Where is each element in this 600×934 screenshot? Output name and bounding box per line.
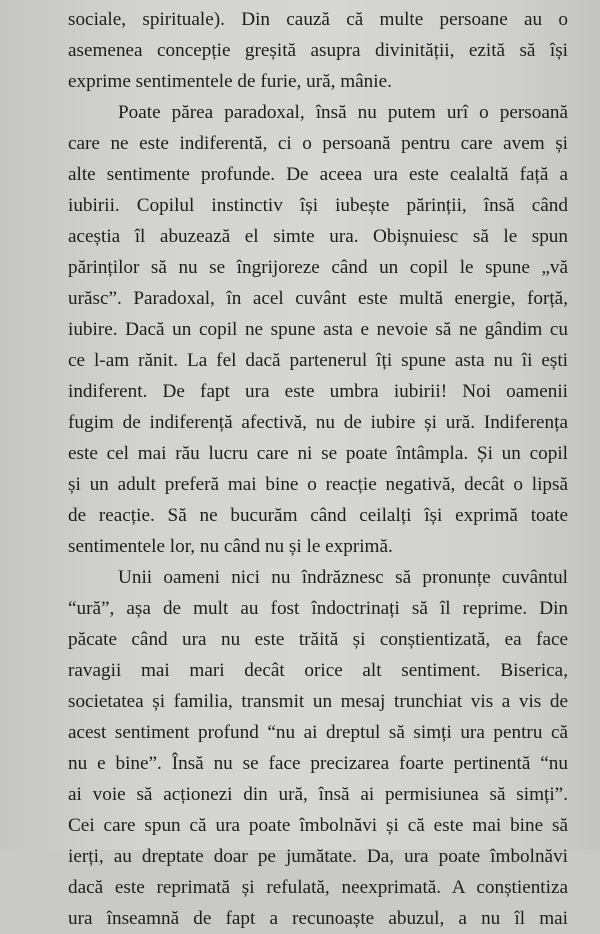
page-text	[68, 4, 568, 934]
text-line: fugim de indiferență afectivă, nu de iubire și ură. Indiferența	[68, 412, 568, 433]
text-line: ravagii mai mari decât orice alt sentiment. Biserica,	[68, 660, 568, 681]
text-line: părinților să nu se îngrijoreze când un copil le spune „vă	[68, 257, 568, 278]
paragraph-1	[68, 4, 568, 97]
text-line: ce l-am rănit. La fel dacă partenerul îți spune asta nu îi ești	[68, 350, 568, 371]
text-line: Poate părea paradoxal, însă nu putem urî o persoană	[118, 102, 568, 123]
text-line: sociale, spirituale). Din cauză că multe persoane au o	[68, 9, 568, 30]
text-line: indiferent. De fapt ura este umbra iubirii! Noi oamenii	[68, 381, 568, 402]
text-line: asemenea concepție greșită asupra divinității, ezită să își	[68, 40, 568, 61]
text-line: alte sentimente profunde. De aceea ura este cealaltă față a	[68, 164, 568, 185]
text-line: societatea și familia, transmit un mesaj trunchiat vis a vis de	[68, 691, 568, 712]
paragraph-3	[68, 562, 568, 934]
text-line: de reacție. Să ne bucurăm când ceilalți își exprimă toate	[68, 505, 568, 526]
text-line: ierți, au dreptate doar pe jumătate. Da, ura poate îmbolnăvi	[68, 846, 568, 867]
text-line: ai voie să acționezi din ură, însă ai permisiunea să simți”.	[68, 784, 568, 805]
text-line: păcate când ura nu este trăită și conștientizată, ea face	[68, 629, 568, 650]
text-line: iubire. Dacă un copil ne spune asta e nevoie să ne gândim cu	[68, 319, 568, 340]
text-line: nu e bine”. Însă nu se face precizarea foarte pertinentă “nu	[68, 753, 568, 774]
text-line: Unii oameni nici nu îndrăznesc să pronunțe cuvântul	[118, 567, 568, 588]
text-line: Cei care spun că ura poate îmbolnăvi și că este mai bine să	[68, 815, 568, 836]
text-line: acest sentiment profund “nu ai dreptul să simți ura pentru că	[68, 722, 568, 743]
text-line: ura înseamnă de fapt a recunoaște abuzul, a nu îl mai	[68, 908, 568, 929]
text-line: urăsc”. Paradoxal, în acel cuvânt este multă energie, forță,	[68, 288, 568, 309]
text-line: iubirii. Copilul instinctiv își iubește părinții, însă când	[68, 195, 568, 216]
text-line: “ură”, așa de mult au fost îndoctrinați să îl reprime. Din	[68, 598, 568, 619]
text-line: exprime sentimentele de furie, ură, mânie.	[68, 71, 392, 92]
paragraph-2	[68, 97, 568, 562]
text-line: aceștia îl abuzează el simte ura. Obișnuiesc să le spun	[68, 226, 568, 247]
text-line: sentimentele lor, nu când nu și le exprimă.	[68, 536, 393, 557]
text-line: care ne este indiferentă, ci o persoană pentru care avem și	[68, 133, 568, 154]
text-line: și un adult preferă mai bine o reacție negativă, decât o lipsă	[68, 474, 568, 495]
text-line: este cel mai rău lucru care ni se poate întâmpla. Și un copil	[68, 443, 568, 464]
text-line: dacă este reprimată și refulată, neexprimată. A conștientiza	[68, 877, 568, 898]
